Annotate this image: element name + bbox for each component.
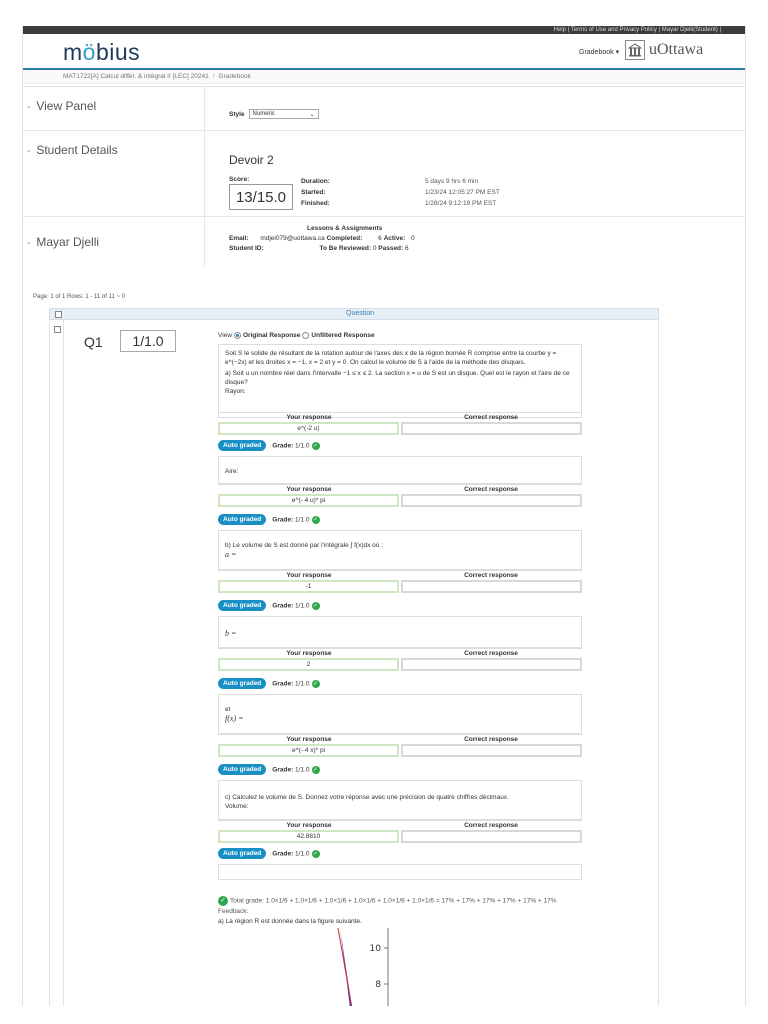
your-response-header: Your response <box>286 650 332 657</box>
auto-graded-badge: Auto graded <box>218 514 266 525</box>
passed-label: Passed: <box>378 245 404 252</box>
duration-label: Duration: <box>301 178 330 185</box>
question-score[interactable]: 1/1.0 <box>120 330 176 352</box>
response-table-6 <box>218 820 582 843</box>
style-select-value: Numeric <box>252 111 275 117</box>
response-table-2 <box>218 484 582 507</box>
collapse-icon: - <box>27 238 31 249</box>
correct-response-header: Correct response <box>464 414 518 421</box>
response-table-4 <box>218 648 582 671</box>
aire-box <box>218 456 582 484</box>
original-response-label: Original Response <box>242 332 301 339</box>
grade-row-2 <box>218 514 320 525</box>
question-column-header[interactable]: Question <box>346 310 375 317</box>
volume-label: Volume: <box>225 803 249 810</box>
your-response-header: Your response <box>286 414 332 421</box>
email-label: Email: <box>229 235 249 242</box>
unfiltered-response-radio[interactable] <box>302 332 309 339</box>
grade-label: Grade: <box>272 850 294 858</box>
active-label: Active: <box>383 235 406 242</box>
grade-value: 1/1.0 <box>295 766 310 774</box>
your-response-cell: 2 <box>218 658 399 671</box>
your-response-header: Your response <box>286 822 332 829</box>
your-response-cell: -1 <box>218 580 399 593</box>
total-grade <box>218 896 598 927</box>
correct-response-header: Correct response <box>464 822 518 829</box>
email-value: mdjel079@uottawa.ca <box>260 235 325 242</box>
grade-label: Grade: <box>272 516 294 524</box>
chevron-down-icon: ▾ <box>615 49 620 56</box>
terms-link[interactable]: Terms of Use and Privacy Policy <box>570 27 657 33</box>
score-label: Score: <box>229 176 250 183</box>
gradebook-menu[interactable] <box>579 48 619 56</box>
correct-response-header: Correct response <box>464 486 518 493</box>
fx-box <box>218 694 582 734</box>
chevron-down-icon: ⌄ <box>309 111 315 118</box>
style-label: Style <box>229 110 245 118</box>
details-labels <box>301 176 330 209</box>
correct-response-cell <box>401 830 582 843</box>
select-all-checkbox[interactable] <box>55 311 62 318</box>
view-panel-section <box>23 86 746 130</box>
view-panel-title: View Panel <box>36 99 97 113</box>
started-value: 1/23/24 12:05:27 PM EST <box>425 189 500 196</box>
view-panel-toggle[interactable] <box>27 99 96 113</box>
correct-response-cell <box>401 744 582 757</box>
your-response-header: Your response <box>286 486 332 493</box>
correct-response-cell <box>401 658 582 671</box>
help-link[interactable]: Help <box>553 27 566 33</box>
grade-label: Grade: <box>272 442 294 450</box>
question-intro: Soit S le solide de résultant de la rotation autour de l'axes des x de la région bornée R comprise entre la courbe y = e^(−2x) et les droites x = −1, x = 2 et y = 0. On calcul le volume de S à l'aide de la méthode des disques. <box>225 350 557 366</box>
part-b-text: b) Le volume de S est donné par l'intégrale ∫ f(x)dx où : <box>225 542 384 549</box>
duration-value: 5 days 9 hrs 6 min <box>425 178 479 185</box>
part-a-box <box>218 344 582 418</box>
to-review-value: 0 <box>372 245 377 252</box>
to-review-label: To Be Reviewed: <box>319 245 372 252</box>
response-table-1 <box>218 412 582 435</box>
grade-label: Grade: <box>272 680 294 688</box>
part-b-box <box>218 530 582 570</box>
passed-value: 6 <box>405 245 409 252</box>
rayon-label: Rayon: <box>225 388 246 395</box>
browser-frame <box>22 26 746 1024</box>
correct-response-header: Correct response <box>464 650 518 657</box>
building-icon <box>625 40 645 60</box>
student-name: Mayar Djelli <box>36 235 100 249</box>
grade-row-1 <box>218 440 320 451</box>
breadcrumb: MAT1722[A] Calcul différ. & intégral II [LEC] 20241 / Gradebook <box>23 70 745 84</box>
row-checkbox[interactable] <box>54 326 61 333</box>
your-response-cell: e^(- 4 u)* pi <box>218 494 399 507</box>
part-a-text: a) Soit u un nombre réel dans l'intervalle −1 ≤ x ≤ 2. La section x = u de S est un disque. Quel est le rayon et l'aire de ce disque? <box>225 370 570 386</box>
student-details-title: Student Details <box>36 143 118 157</box>
breadcrumb-page: Gradebook <box>218 73 251 80</box>
finished-label: Finished: <box>301 200 330 207</box>
check-icon: ✓ <box>313 680 319 687</box>
original-response-radio[interactable] <box>234 332 241 339</box>
style-select[interactable] <box>249 109 319 119</box>
check-icon: ✓ <box>313 516 319 523</box>
student-row-2 <box>229 245 409 252</box>
your-response-cell: e^(-2 u) <box>218 422 399 435</box>
auto-graded-badge: Auto graded <box>218 600 266 611</box>
et-text: et <box>225 706 231 713</box>
question-row <box>49 320 659 1024</box>
grade-row-4 <box>218 678 320 689</box>
check-icon: ✓ <box>313 766 319 773</box>
unfiltered-response-label: Unfiltered Response <box>311 332 375 339</box>
part-c-text: c) Calculez le volume de S. Donnez votre réponse avec une précision de quatre chiffres décimaux. <box>225 794 509 801</box>
student-toggle[interactable] <box>27 235 99 249</box>
breadcrumb-course[interactable]: MAT1722[A] Calcul différ. & intégral II [LEC] 20241 <box>63 73 209 80</box>
lessons-assignments-title: Lessons & Assignments <box>307 225 383 232</box>
grade-value: 1/1.0 <box>295 516 310 524</box>
gradebook-menu-label: Gradebook <box>579 49 614 56</box>
your-response-cell: e^(- 4 x)* pi <box>218 744 399 757</box>
uottawa-logo <box>625 40 703 60</box>
details-values <box>425 176 500 209</box>
completed-value: 6 <box>378 235 382 242</box>
correct-response-header: Correct response <box>464 736 518 743</box>
grade-value: 1/1.0 <box>295 602 310 610</box>
grade-value: 1/1.0 <box>295 442 310 450</box>
view-options <box>218 332 375 339</box>
auto-graded-badge: Auto graded <box>218 440 266 451</box>
grade-row-6 <box>218 848 320 859</box>
correct-response-cell <box>401 422 582 435</box>
pager: Page: 1 of 1 Rows: 1 - 11 of 11 ~ 0 <box>33 294 126 300</box>
completed-label: Completed: <box>326 235 363 242</box>
correct-response-header: Correct response <box>464 572 518 579</box>
part-c-box <box>218 780 582 820</box>
check-icon: ✓ <box>313 850 319 857</box>
student-id-label: Student ID: <box>229 245 264 252</box>
grade-label: Grade: <box>272 766 294 774</box>
question-label: Q1 <box>84 334 103 350</box>
grade-row-5 <box>218 764 320 775</box>
your-response-header: Your response <box>286 572 332 579</box>
your-response-cell: 42.8810 <box>218 830 399 843</box>
total-grade-text: Total grade: 1.0×1/6 + 1.0×1/6 + 1.0×1/6 + 1.0×1/6 + 1.0×1/6 + 1.0×1/6 = 17% + 17% + 17% + 17% + 17% + 17% <box>230 897 557 905</box>
student-section <box>23 216 746 266</box>
region-figure: 10 8 6 <box>300 928 420 1006</box>
check-icon: ✓ <box>218 896 228 906</box>
check-icon: ✓ <box>313 442 319 449</box>
b-equation: b = <box>225 629 237 638</box>
correct-response-cell <box>401 580 582 593</box>
tick-label: 8 <box>375 980 381 990</box>
header <box>23 34 745 70</box>
empty-box <box>218 864 582 880</box>
assignment-title: Devoir 2 <box>229 153 274 167</box>
curve <box>338 928 358 1006</box>
student-row-1 <box>229 235 415 242</box>
student-details-toggle[interactable] <box>27 143 118 157</box>
auto-graded-badge: Auto graded <box>218 848 266 859</box>
feedback-a-text: a) La région R est donnée dans la figure suivante. <box>218 917 362 925</box>
your-response-header: Your response <box>286 736 332 743</box>
feedback-label: Feedback: <box>218 907 249 915</box>
top-bar <box>23 26 745 34</box>
a-equation: a = <box>225 550 237 559</box>
correct-response-cell <box>401 494 582 507</box>
finished-value: 1/28/24 9:12:19 PM EST <box>425 200 497 207</box>
grade-value: 1/1.0 <box>295 680 310 688</box>
mobius-logo[interactable]: möbius <box>63 39 141 65</box>
started-label: Started: <box>301 189 326 196</box>
institution-name: uOttawa <box>649 41 704 58</box>
response-table-5 <box>218 734 582 757</box>
view-label: View <box>218 332 232 339</box>
grade-row-3 <box>218 600 320 611</box>
student-details-section <box>23 130 746 216</box>
score-value: 13/15.0 <box>229 184 293 210</box>
collapse-icon: - <box>27 146 31 157</box>
collapse-icon: - <box>27 102 31 113</box>
fx-equation: f(x) = <box>225 714 244 723</box>
auto-graded-badge: Auto graded <box>218 764 266 775</box>
aire-label: Aire: <box>225 468 239 475</box>
auto-graded-badge: Auto graded <box>218 678 266 689</box>
check-icon: ✓ <box>313 602 319 609</box>
shaded-region <box>340 928 358 1006</box>
grade-label: Grade: <box>272 602 294 610</box>
user-link[interactable]: Mayar Djelli(Student) <box>661 27 718 33</box>
top-links: Help | Terms of Use and Privacy Policy | Mayar Djelli(Student) | <box>553 27 721 33</box>
tick-label: 10 <box>369 944 381 954</box>
grade-value: 1/1.0 <box>295 850 310 858</box>
active-value: 0 <box>411 235 415 242</box>
table-header <box>49 308 659 320</box>
b-box <box>218 616 582 648</box>
response-table-3 <box>218 570 582 593</box>
